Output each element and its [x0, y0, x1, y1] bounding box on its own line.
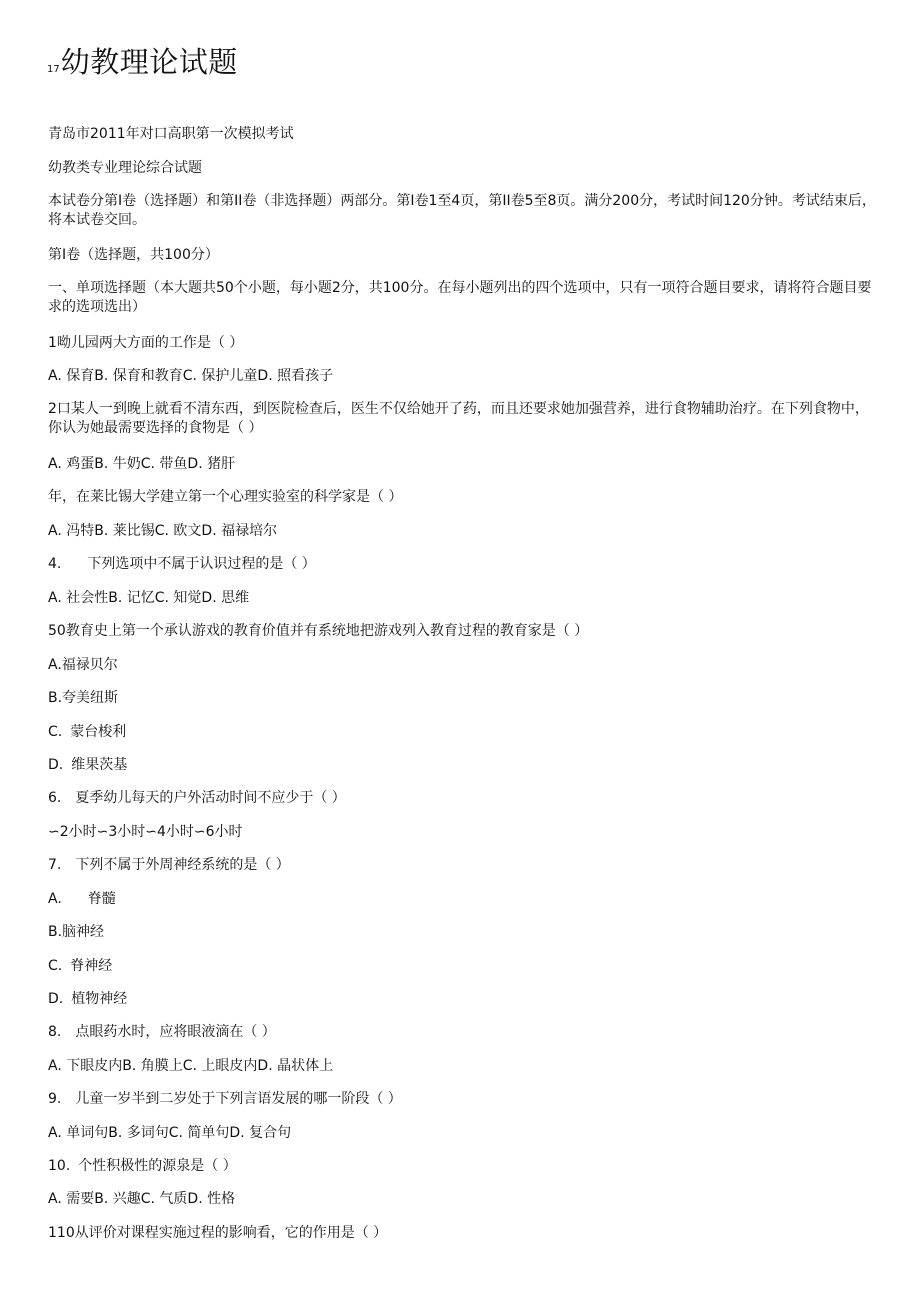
question-10-options: A. 需要B. 兴趣C. 气质D. 性格 — [48, 1191, 236, 1207]
section1-description: 一、单项选择题（本大题共50个小题，每小题2分，共100分。在每小题列出的四个选项中，只有一项符合题目要求，请将符合题目要求的选项选出） — [48, 280, 872, 315]
question-6 — [48, 788, 878, 808]
question-6-number: 6. — [48, 790, 62, 806]
question-3: 年，在莱比锡大学建立第一个心理实验室的科学家是（ ） — [48, 489, 403, 505]
question-8-number: 8. — [48, 1024, 62, 1040]
question-4-number: 4. — [48, 556, 62, 572]
question-10 — [48, 1156, 878, 1176]
question-5-option-c — [48, 722, 878, 742]
question-7-option-b: B.脑神经 — [48, 924, 105, 940]
question-11: 110从评价对课程实施过程的影响看，它的作用是（ ） — [48, 1225, 388, 1241]
option-a-letter: A. — [48, 891, 62, 907]
option-a-text: 脊髓 — [87, 891, 116, 907]
question-2-options: A. 鸡蛋B. 牛奶C. 带鱼D. 猪肝 — [48, 456, 236, 472]
question-6-options: ∽2小时∽3小时∽4小时∽6小时 — [48, 824, 243, 840]
question-7-option-a — [48, 889, 878, 909]
question-5-option-a: A.福禄贝尔 — [48, 657, 118, 673]
option-d-letter: D. — [48, 757, 64, 773]
option-d-text: 维果茨基 — [71, 757, 128, 773]
question-7-text: 下列不属于外周神经系统的是（ ） — [75, 857, 290, 873]
question-5-option-d — [48, 755, 878, 775]
document-title — [47, 40, 238, 81]
part1-header: 第I卷（选择题，共100分） — [48, 247, 219, 263]
question-4-options: A. 社会性B. 记忆C. 知觉D. 思维 — [48, 590, 250, 606]
option-c-letter: C. — [48, 724, 63, 740]
question-7-option-d — [48, 989, 878, 1009]
question-5-option-b: B.夸美纽斯 — [48, 690, 119, 706]
question-5: 50教育史上第一个承认游戏的教育价值并有系统地把游戏列入教育过程的教育家是（ ） — [48, 623, 589, 639]
option-c-text: 蒙台梭利 — [70, 724, 127, 740]
question-2: 2口某人一到晚上就看不清东西，到医院检查后，医生不仅给她开了药，而且还要求她加强营养，进行食物辅助治疗。在下列食物中，你认为她最需要选择的食物是（ ） — [48, 401, 869, 436]
paper-name: 幼教类专业理论综合试题 — [48, 160, 202, 176]
question-9-text: 儿童一岁半到二岁处于下列言语发展的哪一阶段（ ） — [75, 1091, 402, 1107]
instructions-paragraph: 本试卷分第I卷（选择题）和第II卷（非选择题）两部分。第I卷1至4页，第II卷5至8页。满分200分，考试时间120分钟。考试结束后，将本试卷交回。 — [48, 193, 876, 228]
option-d-text: 植物神经 — [71, 991, 128, 1007]
question-9-number: 9. — [48, 1091, 62, 1107]
question-4 — [48, 554, 878, 574]
question-1-options: A. 保育B. 保育和教育C. 保护儿童D. 照看孩子 — [48, 368, 334, 384]
title-text: 幼教理论试题 — [60, 45, 238, 79]
title-prefix: 17 — [47, 64, 60, 75]
question-6-text: 夏季幼儿每天的户外活动时间不应少于（ ） — [75, 790, 346, 806]
question-8 — [48, 1022, 878, 1042]
option-d-letter: D. — [48, 991, 64, 1007]
question-7-number: 7. — [48, 857, 62, 873]
question-10-text: 个性积极性的源泉是（ ） — [78, 1158, 237, 1174]
question-1: 1呦儿园两大方面的工作是（ ） — [48, 335, 244, 351]
question-7 — [48, 855, 878, 875]
question-7-option-c — [48, 956, 878, 976]
option-c-text: 脊神经 — [70, 958, 113, 974]
exam-name: 青岛市2011年对口高职第一次模拟考试 — [48, 126, 294, 142]
option-c-letter: C. — [48, 958, 63, 974]
question-8-options: A. 下眼皮内B. 角膜上C. 上眼皮内D. 晶状体上 — [48, 1058, 334, 1074]
question-8-text: 点眼药水时，应将眼液滴在（ ） — [75, 1024, 276, 1040]
question-4-text: 下列选项中不属于认识过程的是（ ） — [87, 556, 316, 572]
question-9 — [48, 1089, 878, 1109]
question-9-options: A. 单词句B. 多词句C. 简单句D. 复合句 — [48, 1125, 292, 1141]
question-3-options: A. 冯特B. 莱比锡C. 欧文D. 福禄培尔 — [48, 523, 278, 539]
question-10-number: 10. — [48, 1158, 71, 1174]
